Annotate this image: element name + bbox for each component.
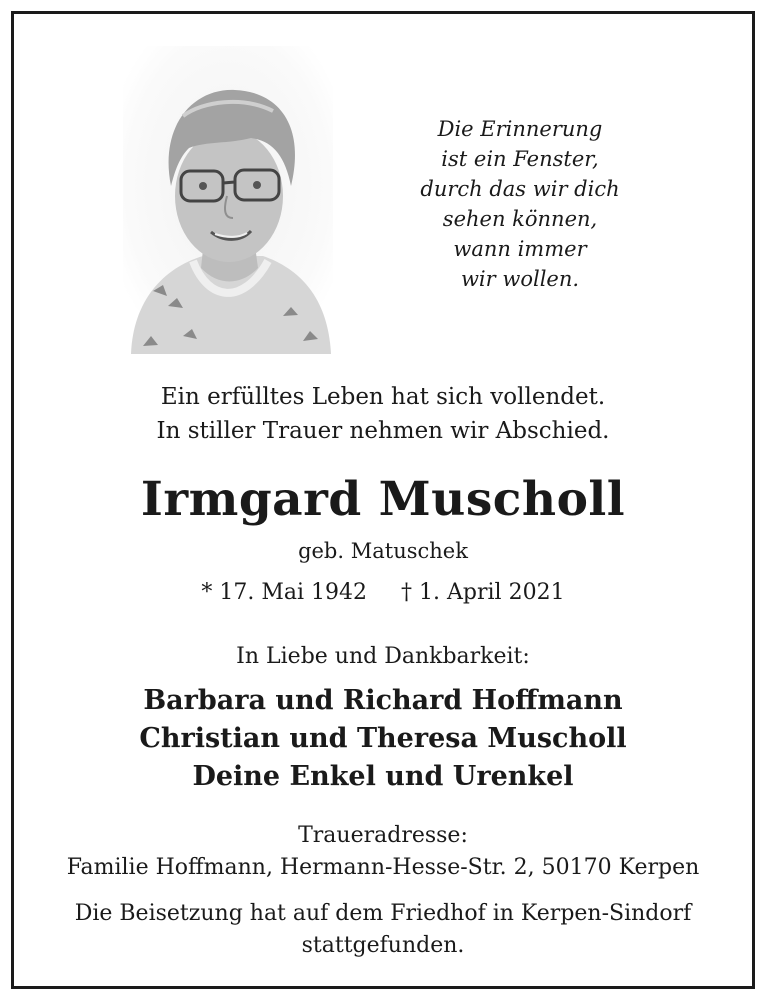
poem-line: wir wollen. [460,267,580,291]
family-line: Christian und Theresa Muscholl [139,723,627,754]
thanks-line: In Liebe und Dankbarkeit: [236,644,530,669]
birth-date: * 17. Mai 1942 [201,580,368,605]
poem-line: Die Erinnerung [437,117,603,141]
burial-line-2: stattgefunden. [301,933,465,958]
burial-note [0,898,766,962]
poem-line: wann immer [453,237,587,261]
death-date: † 1. April 2021 [401,580,565,605]
intro-line-2: In stiller Trauer nehmen wir Abschied. [156,418,610,444]
mourning-address [0,820,766,884]
portrait-photo-icon [123,46,333,354]
address-line: Familie Hoffmann, Hermann-Hesse-Str. 2, 50170 Kerpen [66,855,700,880]
address-label: Traueradresse: [298,823,468,848]
family-line: Deine Enkel und Urenkel [192,761,574,792]
poem-line: durch das wir dich [420,177,620,201]
intro-line-1: Ein erfülltes Leben hat sich vollendet. [160,384,606,410]
family-line: Barbara und Richard Hoffmann [143,685,623,716]
birth-name: geb. Matuschek [298,539,468,563]
family-members [0,682,766,796]
poem-line: sehen können, [442,207,598,231]
deceased-name: Irmgard Muscholl [140,472,626,527]
memorial-poem [420,114,620,294]
burial-line-1: Die Beisetzung hat auf dem Friedhof in Kerpen-Sindorf [74,901,692,926]
intro-text [0,380,766,448]
poem-line: ist ein Fenster, [441,147,599,171]
life-dates [0,578,766,608]
